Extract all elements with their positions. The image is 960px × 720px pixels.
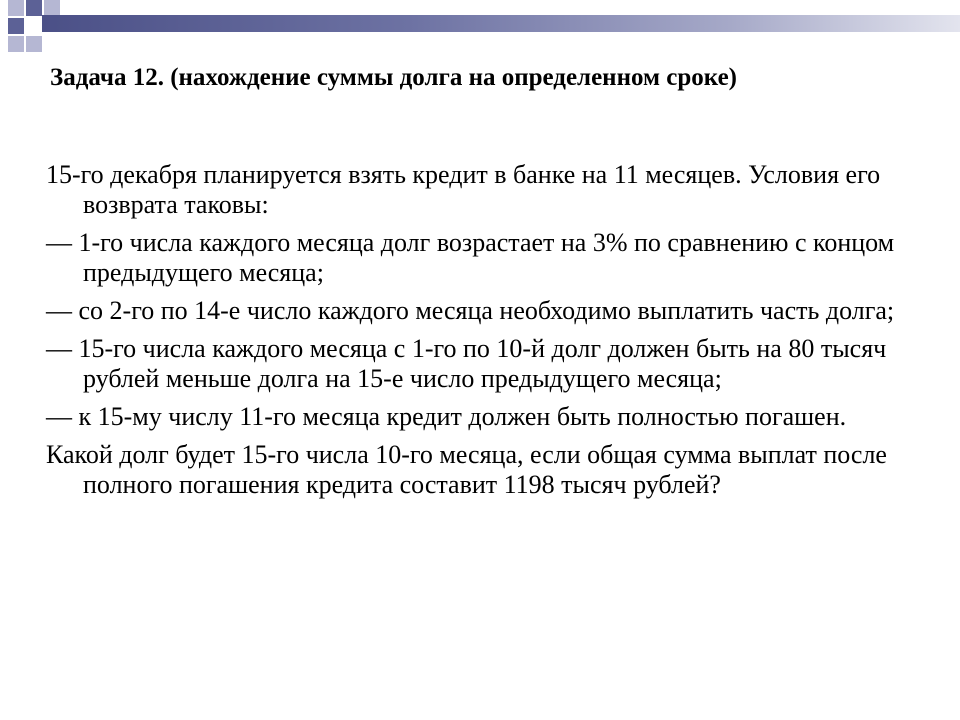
condition-item: — со 2-го по 14-е число каждого месяца необходимо выплатить часть долга;: [46, 296, 895, 325]
problem-question: Какой долг будет 15-го числа 10-го месяца, если общая сумма выплат после полного погашения кредита составит 1198 тысяч рублей?: [46, 440, 887, 499]
decorative-square: [8, 0, 24, 16]
decorative-square: [26, 0, 42, 16]
slide-body: [46, 160, 926, 508]
decorative-square: [26, 18, 42, 34]
problem-intro: 15-го декабря планируется взять кредит в банке на 11 месяцев. Условия его возврата таковы:: [46, 160, 881, 219]
condition-item: — к 15-му числу 11-го месяца кредит должен быть полностью погашен.: [46, 402, 847, 431]
decorative-square: [8, 18, 24, 34]
decorative-square: [8, 36, 24, 52]
slide-title: Задача 12. (нахождение суммы долга на определенном сроке): [50, 64, 737, 91]
condition-item: — 15-го числа каждого месяца с 1-го по 10-й долг должен быть на 80 тысяч рублей меньше долга на 15-е число предыдущего месяца;: [46, 334, 887, 393]
decorative-square: [26, 36, 42, 52]
decorative-square: [44, 0, 60, 16]
header-gradient-bar: [42, 15, 960, 32]
condition-item: — 1-го числа каждого месяца долг возрастает на 3% по сравнению с концом предыдущего месяца;: [46, 228, 895, 287]
